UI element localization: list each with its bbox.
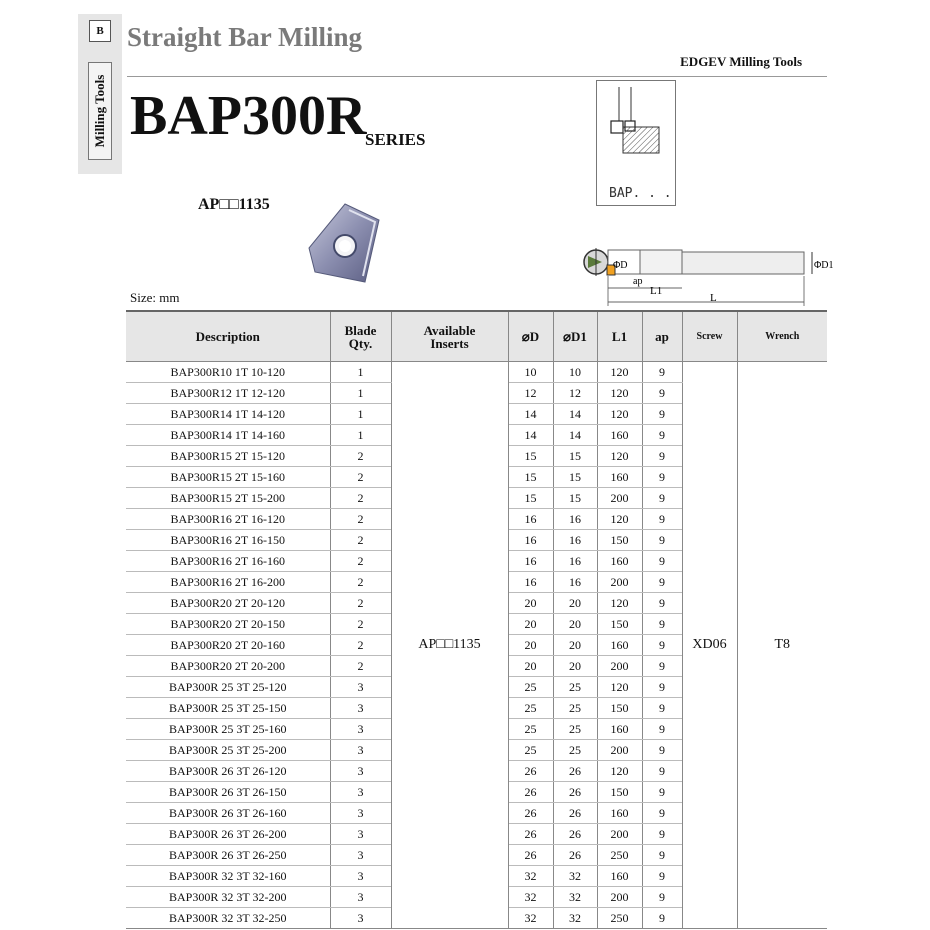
cell-d1: 26 (553, 845, 597, 866)
cell-d: 12 (508, 383, 553, 404)
cell-description: BAP300R 26 3T 26-250 (126, 845, 330, 866)
cell-d1: 25 (553, 698, 597, 719)
label-ap: ap (633, 276, 643, 287)
insert-code: AP□□1135 (198, 196, 270, 213)
size-unit-label: Size: mm (130, 290, 180, 305)
cell-d: 20 (508, 635, 553, 656)
cell-description: BAP300R 25 3T 25-200 (126, 740, 330, 761)
cell-d1: 16 (553, 530, 597, 551)
label-l1: L1 (650, 285, 663, 297)
cell-ap: 9 (642, 740, 682, 761)
cell-d: 16 (508, 509, 553, 530)
label-phi-d: ΦD (613, 260, 628, 271)
section-label (88, 62, 112, 160)
cell-d: 20 (508, 593, 553, 614)
cell-blade-qty: 2 (330, 530, 391, 551)
cell-wrench: T8 (737, 362, 827, 929)
spec-table (126, 310, 827, 929)
cell-blade-qty: 3 (330, 782, 391, 803)
cell-ap: 9 (642, 593, 682, 614)
cell-blade-qty: 3 (330, 698, 391, 719)
cell-blade-qty: 3 (330, 803, 391, 824)
section-letter: B (89, 20, 111, 42)
cell-ap: 9 (642, 719, 682, 740)
cell-l1: 120 (597, 761, 642, 782)
cell-d1: 15 (553, 446, 597, 467)
cell-description: BAP300R 26 3T 26-200 (126, 824, 330, 845)
cell-blade-qty: 3 (330, 719, 391, 740)
cell-description: BAP300R 32 3T 32-250 (126, 908, 330, 929)
cell-description: BAP300R 25 3T 25-160 (126, 719, 330, 740)
table-body (126, 362, 827, 929)
cell-l1: 120 (597, 677, 642, 698)
cell-d: 15 (508, 467, 553, 488)
cell-d1: 32 (553, 908, 597, 929)
insert-image (305, 200, 385, 290)
page-title: Straight Bar Milling (127, 22, 363, 52)
cell-blade-qty: 3 (330, 677, 391, 698)
cell-description: BAP300R15 2T 15-120 (126, 446, 330, 467)
cell-blade-qty: 1 (330, 425, 391, 446)
cell-description: BAP300R 26 3T 26-120 (126, 761, 330, 782)
cell-d1: 26 (553, 803, 597, 824)
series-suffix: SERIES (365, 130, 426, 149)
cell-ap: 9 (642, 488, 682, 509)
cell-ap: 9 (642, 635, 682, 656)
holder-caption: BAP. . . (609, 186, 672, 201)
cell-ap: 9 (642, 677, 682, 698)
cell-description: BAP300R10 1T 10-120 (126, 362, 330, 383)
cell-d: 32 (508, 866, 553, 887)
header-wrench: Wrench (737, 311, 827, 362)
cell-d: 16 (508, 530, 553, 551)
cell-l1: 150 (597, 782, 642, 803)
cell-d1: 16 (553, 509, 597, 530)
cell-ap: 9 (642, 509, 682, 530)
header-divider (127, 76, 827, 77)
cell-ap: 9 (642, 551, 682, 572)
cell-d: 16 (508, 551, 553, 572)
cell-ap: 9 (642, 656, 682, 677)
cell-ap: 9 (642, 425, 682, 446)
cell-blade-qty: 2 (330, 467, 391, 488)
cell-blade-qty: 2 (330, 635, 391, 656)
cell-description: BAP300R16 2T 16-150 (126, 530, 330, 551)
cell-d1: 25 (553, 740, 597, 761)
cell-description: BAP300R20 2T 20-120 (126, 593, 330, 614)
cell-blade-qty: 3 (330, 761, 391, 782)
cell-d: 16 (508, 572, 553, 593)
cell-ap: 9 (642, 467, 682, 488)
cell-d: 25 (508, 740, 553, 761)
cell-description: BAP300R 32 3T 32-160 (126, 866, 330, 887)
cell-d1: 10 (553, 362, 597, 383)
cell-d: 14 (508, 425, 553, 446)
cell-l1: 160 (597, 635, 642, 656)
cell-blade-qty: 2 (330, 656, 391, 677)
cell-screw: XD06 (682, 362, 737, 929)
cell-d1: 25 (553, 719, 597, 740)
label-l: L (710, 292, 717, 304)
cell-description: BAP300R16 2T 16-160 (126, 551, 330, 572)
cell-l1: 200 (597, 824, 642, 845)
cell-description: BAP300R14 1T 14-160 (126, 425, 330, 446)
cell-blade-qty: 1 (330, 404, 391, 425)
cell-blade-qty: 2 (330, 614, 391, 635)
cell-blade-qty: 3 (330, 740, 391, 761)
header-description: Description (126, 311, 330, 362)
cell-description: BAP300R 26 3T 26-160 (126, 803, 330, 824)
cell-inserts: AP□□1135 (391, 362, 508, 929)
cell-blade-qty: 2 (330, 551, 391, 572)
header-screw: Screw (682, 311, 737, 362)
cell-d1: 15 (553, 467, 597, 488)
section-label-text: Milling Tools (92, 74, 107, 148)
cell-d1: 20 (553, 614, 597, 635)
cell-ap: 9 (642, 530, 682, 551)
cell-ap: 9 (642, 866, 682, 887)
cell-blade-qty: 1 (330, 383, 391, 404)
cell-l1: 160 (597, 803, 642, 824)
cell-l1: 160 (597, 425, 642, 446)
header-l1: L1 (597, 311, 642, 362)
cell-description: BAP300R16 2T 16-200 (126, 572, 330, 593)
cell-blade-qty: 2 (330, 593, 391, 614)
cell-l1: 200 (597, 656, 642, 677)
cell-ap: 9 (642, 362, 682, 383)
cell-d1: 25 (553, 677, 597, 698)
cell-description: BAP300R15 2T 15-160 (126, 467, 330, 488)
cell-description: BAP300R20 2T 20-200 (126, 656, 330, 677)
cell-blade-qty: 3 (330, 908, 391, 929)
cell-d1: 26 (553, 824, 597, 845)
dimension-drawing (580, 240, 834, 308)
cell-d: 26 (508, 782, 553, 803)
cell-ap: 9 (642, 782, 682, 803)
cell-ap: 9 (642, 761, 682, 782)
cell-description: BAP300R14 1T 14-120 (126, 404, 330, 425)
cell-l1: 150 (597, 614, 642, 635)
cell-d: 15 (508, 446, 553, 467)
cell-d1: 20 (553, 593, 597, 614)
cell-d1: 16 (553, 572, 597, 593)
cell-ap: 9 (642, 572, 682, 593)
cell-blade-qty: 2 (330, 488, 391, 509)
label-phi-d1: ΦD1 (814, 260, 834, 271)
cell-d1: 15 (553, 488, 597, 509)
cell-l1: 250 (597, 908, 642, 929)
cell-ap: 9 (642, 698, 682, 719)
cell-d: 26 (508, 803, 553, 824)
holder-sketch (597, 81, 675, 181)
header-d: ⌀D (508, 311, 553, 362)
cell-l1: 120 (597, 509, 642, 530)
cell-d1: 14 (553, 425, 597, 446)
cell-blade-qty: 3 (330, 866, 391, 887)
cell-ap: 9 (642, 845, 682, 866)
cell-d: 32 (508, 908, 553, 929)
cell-d1: 20 (553, 635, 597, 656)
cell-d: 20 (508, 656, 553, 677)
cell-description: BAP300R16 2T 16-120 (126, 509, 330, 530)
cell-ap: 9 (642, 824, 682, 845)
cell-d: 32 (508, 887, 553, 908)
cell-description: BAP300R 25 3T 25-120 (126, 677, 330, 698)
cell-d: 26 (508, 845, 553, 866)
cell-description: BAP300R20 2T 20-150 (126, 614, 330, 635)
cell-ap: 9 (642, 908, 682, 929)
header-inserts: Available Inserts (391, 311, 508, 362)
cell-description: BAP300R20 2T 20-160 (126, 635, 330, 656)
cell-ap: 9 (642, 383, 682, 404)
cell-ap: 9 (642, 803, 682, 824)
table-row (126, 362, 827, 383)
cell-l1: 200 (597, 740, 642, 761)
cell-d: 26 (508, 761, 553, 782)
cell-d: 25 (508, 677, 553, 698)
cell-d1: 16 (553, 551, 597, 572)
cell-d1: 14 (553, 404, 597, 425)
cell-d1: 26 (553, 761, 597, 782)
cell-d: 10 (508, 362, 553, 383)
cell-d: 26 (508, 824, 553, 845)
cell-l1: 150 (597, 530, 642, 551)
series-name: BAP300R (130, 85, 367, 147)
cell-d: 25 (508, 719, 553, 740)
cell-l1: 200 (597, 488, 642, 509)
cell-l1: 120 (597, 383, 642, 404)
cell-d1: 12 (553, 383, 597, 404)
cell-ap: 9 (642, 404, 682, 425)
cell-d1: 32 (553, 866, 597, 887)
holder-diagram (596, 80, 676, 206)
cell-description: BAP300R 26 3T 26-150 (126, 782, 330, 803)
cell-d1: 26 (553, 782, 597, 803)
cell-description: BAP300R 25 3T 25-150 (126, 698, 330, 719)
cell-l1: 200 (597, 887, 642, 908)
cell-blade-qty: 2 (330, 572, 391, 593)
cell-d1: 20 (553, 656, 597, 677)
cell-ap: 9 (642, 614, 682, 635)
cell-l1: 200 (597, 572, 642, 593)
cell-l1: 120 (597, 362, 642, 383)
cell-description: BAP300R12 1T 12-120 (126, 383, 330, 404)
cell-d: 25 (508, 698, 553, 719)
cell-description: BAP300R15 2T 15-200 (126, 488, 330, 509)
cell-d: 15 (508, 488, 553, 509)
header-blade-qty: Blade Qty. (330, 311, 391, 362)
cell-blade-qty: 2 (330, 446, 391, 467)
cell-blade-qty: 3 (330, 824, 391, 845)
cell-blade-qty: 1 (330, 362, 391, 383)
cell-l1: 120 (597, 446, 642, 467)
cell-l1: 160 (597, 866, 642, 887)
cell-description: BAP300R 32 3T 32-200 (126, 887, 330, 908)
cell-d: 14 (508, 404, 553, 425)
header-ap: ap (642, 311, 682, 362)
brand-name: EDGEV Milling Tools (680, 54, 802, 69)
cell-l1: 120 (597, 404, 642, 425)
cell-ap: 9 (642, 446, 682, 467)
cell-blade-qty: 3 (330, 845, 391, 866)
header-d1: ⌀D1 (553, 311, 597, 362)
cell-blade-qty: 3 (330, 887, 391, 908)
cell-l1: 160 (597, 467, 642, 488)
cell-l1: 250 (597, 845, 642, 866)
cell-l1: 160 (597, 719, 642, 740)
cell-d1: 32 (553, 887, 597, 908)
cell-l1: 150 (597, 698, 642, 719)
cell-blade-qty: 2 (330, 509, 391, 530)
cell-l1: 160 (597, 551, 642, 572)
cell-l1: 120 (597, 593, 642, 614)
cell-ap: 9 (642, 887, 682, 908)
table-header-row (126, 311, 827, 362)
cell-d: 20 (508, 614, 553, 635)
